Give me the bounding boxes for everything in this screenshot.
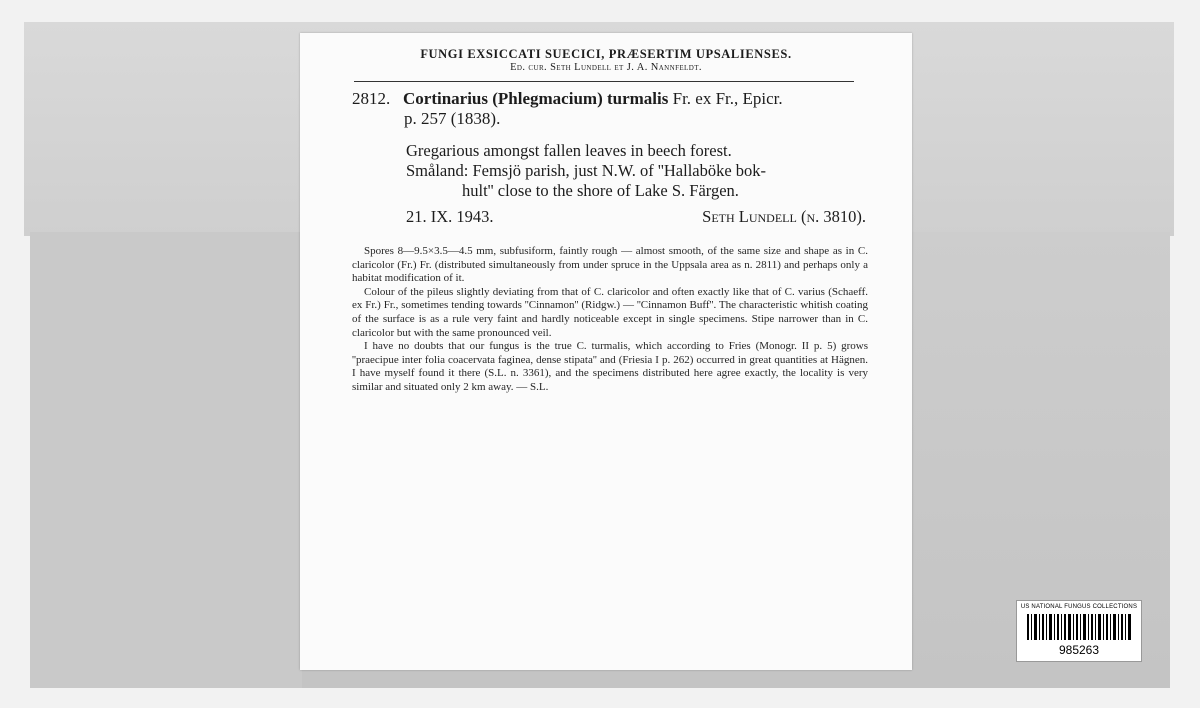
habitat-line-1: Gregarious amongst fallen leaves in beech forest. [406,141,732,160]
authority-line-2: p. 257 (1838). [404,109,501,128]
collector: Seth Lundell (n. 3810). [702,207,866,226]
authority-line-1: Fr. ex Fr., Epicr. [668,89,783,108]
collection-date: 21. IX. 1943. [406,207,494,226]
series-title: FUNGI EXSICCATI SUECICI, PRÆSERTIM UPSALIENSES. [420,47,792,61]
habitat-line-2: Småland: Femsjö parish, just N.W. of ''Hallaböke bok- [406,161,767,180]
habitat-line-3: hult'' close to the shore of Lake S. Färgen. [462,181,739,200]
packet-left-flap [30,232,302,688]
notes-block [352,245,868,395]
note-paragraph-spores: Spores 8—9.5×3.5—4.5 mm, subfusiform, faintly rough — almost smooth, of the same size and shape as in C. claricolor (Fr.) Fr. (distributed simultaneously from under spruce in the Uppsala area as n. 2811) and perhaps only a habitat modification of it. [352,245,868,285]
date-collector-line [406,207,866,227]
note-paragraph-colour: Colour of the pileus slightly deviating from that of C. claricolor and often exactly like that of C. varius (Schaeff. ex Fr.) Fr., sometimes tending towards ''Cinnamon'' (Ridgw.) — ''Cinnamon Buff''. The characteristic whitish coating of the surface is as a rule very faint and hardly noticeable except in single specimens. Stipe narrower than in C. claricolor but with the same pronounced veil. [352,285,868,339]
barcode-institution: US NATIONAL FUNGUS COLLECTIONS [1020,604,1138,610]
editors-line: Ed. cur. Seth Lundell et J. A. Nannfeldt. [510,62,702,73]
header-rule [354,81,854,82]
note-paragraph-identity: I have no doubts that our fungus is the true C. turmalis, which according to Fries (Monogr. II p. 5) grows ''praecipue inter folia coacervata faginea, dense stipata'' and (Friesia I p. 262) occurred in great quantities at Hägnen. I have myself found it there (S.L. n. 3361), and the specimens distributed here agree exactly, the locality is very similar and situated only 2 km away. — S.L. [352,340,868,393]
species-entry [352,89,872,129]
entry-number: 2812. [352,89,391,108]
habitat-block [406,141,866,201]
species-name: Cortinarius (Phlegmacium) turmalis [403,89,669,108]
barcode-number: 985263 [1058,643,1100,657]
barcode-icon [1027,614,1131,640]
specimen-label [300,33,912,670]
barcode-label [1016,600,1142,662]
